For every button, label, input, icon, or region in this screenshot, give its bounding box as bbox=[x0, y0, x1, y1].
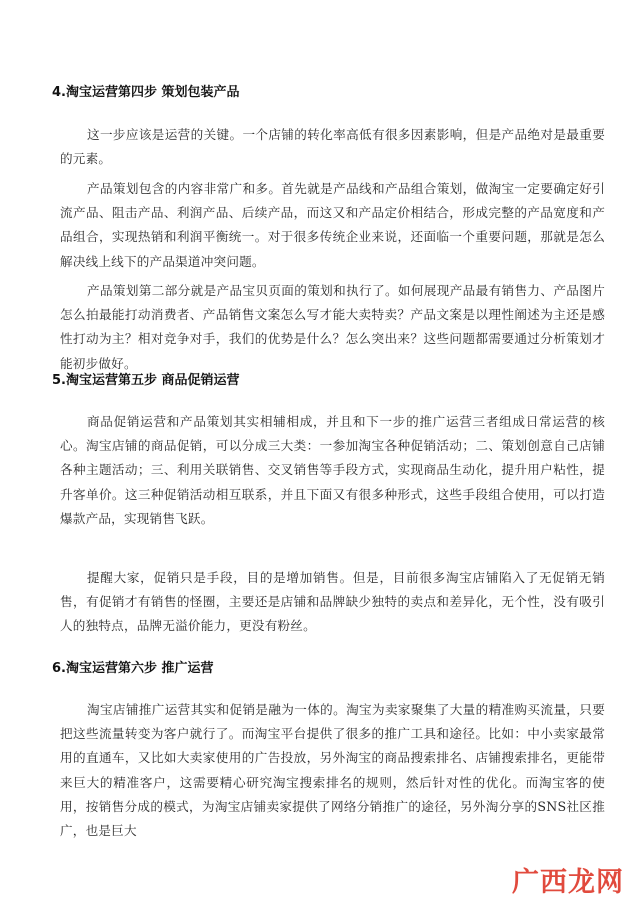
paragraph: 这一步应该是运营的关键。一个店铺的转化率高低有很多因素影响，但是产品绝对是最重要的元素。 bbox=[60, 127, 605, 167]
paragraph: 产品策划第二部分就是产品宝贝页面的策划和执行了。如何展现产品最有销售力、产品图片怎么拍最能打动消费者、产品销售文案怎么写才能大卖特卖？产品文案是以理性阐述为主还是感性打动为主？相对竞争对手，我们的优势是什么？怎么突出来？这些问题都需要通过分析策划才能初步做好。 bbox=[60, 283, 605, 371]
section-heading-step6: 6.淘宝运营第六步 推广运营 bbox=[52, 661, 214, 676]
section-heading-step5: 5.淘宝运营第五步 商品促销运营 bbox=[52, 373, 240, 388]
paragraph: 提醒大家，促销只是手段，目的是增加销售。但是，目前很多淘宝店铺陷入了无促销无销售，有促销才有销售的怪圈，主要还是店铺和品牌缺少独特的卖点和差异化，无个性，没有吸引人的独特点，品牌无溢价能力，更没有粉丝。 bbox=[60, 570, 605, 634]
site-watermark: 广西龙网 bbox=[512, 867, 624, 898]
paragraph: 淘宝店铺推广运营其实和促销是融为一体的。淘宝为卖家聚集了大量的精准购买流量，只要把这些流量转变为客户就行了。而淘宝平台提供了很多的推广工具和途径。比如：中小卖家最常用的直通车，又比如大卖家使用的广告投放，另外淘宝的商品搜索排名、店铺搜索排名，更能带来巨大的精准客户，这需要精心研究淘宝搜索排名的规则，然后针对性的优化。而淘宝客的使用，按销售分成的模式，为淘宝店铺卖家提供了网络分销推广的途径，另外淘分享的SNS社区推广，也是巨大 bbox=[60, 702, 605, 839]
paragraph: 商品促销运营和产品策划其实相辅相成，并且和下一步的推广运营三者组成日常运营的核心。淘宝店铺的商品促销，可以分成三大类：一参加淘宝各种促销活动；二、策划创意自己店铺各种主题活动；三、利用关联销售、交叉销售等手段方式，实现商品生动化，提升用户粘性，提升客单价。这三种促销活动相互联系，并且下面又有很多种形式，这些手段组合使用，可以打造爆款产品，实现销售飞跃。 bbox=[60, 414, 605, 526]
paragraph: 产品策划包含的内容非常广和多。首先就是产品线和产品组合策划，做淘宝一定要确定好引流产品、阻击产品、利润产品、后续产品，而这又和产品定价相结合，形成完整的产品宽度和产品组合，实现热销和利润平衡统一。对于很多传统企业来说，还面临一个重要问题，那就是怎么解决线上线下的产品渠道冲突问题。 bbox=[60, 181, 605, 269]
section-heading-step4: 4.淘宝运营第四步 策划包装产品 bbox=[52, 85, 240, 100]
